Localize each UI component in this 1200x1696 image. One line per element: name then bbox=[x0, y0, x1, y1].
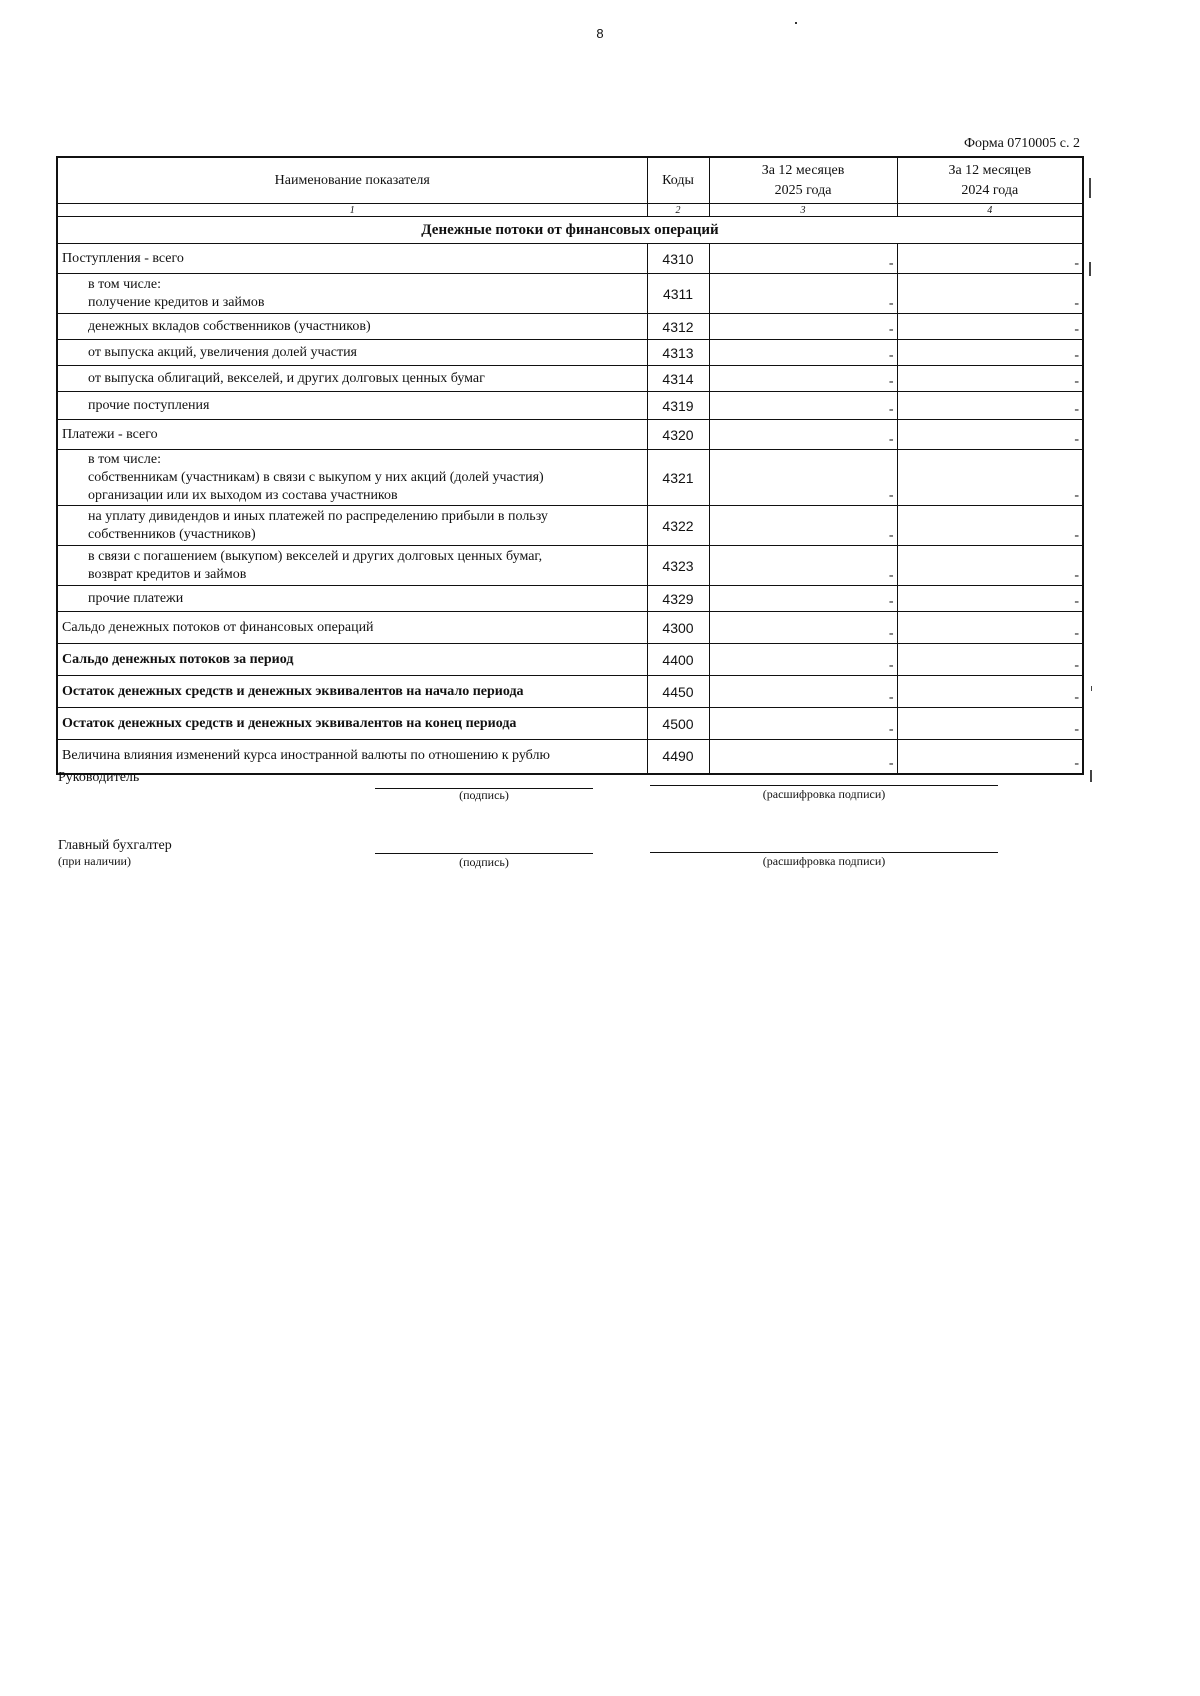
value-cell-prior[interactable] bbox=[897, 740, 1083, 774]
value-current: - bbox=[888, 658, 894, 673]
value-cell-prior[interactable] bbox=[897, 676, 1083, 708]
column-number: 1 bbox=[57, 204, 647, 217]
row-name bbox=[57, 506, 647, 546]
header-period-prior-line1: За 12 месяцев bbox=[948, 162, 1032, 178]
value-cell-prior[interactable] bbox=[897, 586, 1083, 612]
column-number-row bbox=[57, 204, 1083, 217]
chief-accountant-title bbox=[58, 838, 172, 869]
value-prior: - bbox=[1074, 594, 1079, 609]
form-code: Форма 0710005 с. 2 bbox=[963, 136, 1080, 151]
row-name-line: от выпуска акций, увеличения долей участия bbox=[88, 344, 358, 360]
section-title: Денежные потоки от финансовых операций bbox=[57, 217, 1083, 244]
row-code: 4323 bbox=[647, 546, 709, 586]
chief-signature-caption: (подпись) bbox=[459, 855, 509, 869]
table-row bbox=[57, 244, 1083, 274]
row-name bbox=[57, 340, 647, 366]
chief-decoding-caption: (расшифровка подписи) bbox=[762, 854, 886, 868]
value-cell-prior[interactable] bbox=[897, 366, 1083, 392]
value-prior: - bbox=[1074, 402, 1079, 417]
row-code: 4321 bbox=[647, 450, 709, 506]
value-cell-prior[interactable] bbox=[897, 612, 1083, 644]
row-code: 4320 bbox=[647, 420, 709, 450]
value-prior: - bbox=[1074, 374, 1079, 389]
value-prior: - bbox=[1074, 256, 1079, 271]
table-body bbox=[57, 244, 1083, 774]
row-name bbox=[57, 546, 647, 586]
value-cell-current[interactable] bbox=[709, 644, 897, 676]
table-row bbox=[57, 366, 1083, 392]
row-code: 4319 bbox=[647, 392, 709, 420]
cash-flow-table bbox=[56, 156, 1084, 775]
value-cell-current[interactable] bbox=[709, 708, 897, 740]
row-name-line: Остаток денежных средств и денежных эквивалентов на начало периода bbox=[62, 683, 524, 699]
scan-edge-mark bbox=[1089, 178, 1091, 198]
row-name bbox=[57, 420, 647, 450]
row-code: 4450 bbox=[647, 676, 709, 708]
row-name-line: на уплату дивидендов и иных платежей по распределению прибыли в пользу bbox=[88, 508, 548, 524]
value-prior: - bbox=[1074, 348, 1079, 363]
row-name-line: возврат кредитов и займов bbox=[88, 566, 247, 582]
table-row bbox=[57, 392, 1083, 420]
row-name-line: Поступления - всего bbox=[62, 250, 184, 266]
value-cell-current[interactable] bbox=[709, 612, 897, 644]
value-cell-current[interactable] bbox=[709, 244, 897, 274]
row-name-line: в связи с погашением (выкупом) векселей и других долговых ценных бумаг, bbox=[88, 548, 543, 564]
value-current: - bbox=[888, 528, 894, 543]
head-signature-caption: (подпись) bbox=[459, 788, 509, 802]
table-row bbox=[57, 612, 1083, 644]
value-cell-prior[interactable] bbox=[897, 314, 1083, 340]
row-name bbox=[57, 708, 647, 740]
chief-decoding-line[interactable] bbox=[650, 852, 998, 853]
row-name bbox=[57, 366, 647, 392]
value-cell-prior[interactable] bbox=[897, 450, 1083, 506]
row-name-line: организации или их выходом из состава участников bbox=[88, 487, 398, 503]
header-code: Коды bbox=[647, 157, 709, 204]
value-cell-current[interactable] bbox=[709, 340, 897, 366]
row-name-line: получение кредитов и займов bbox=[88, 294, 265, 310]
row-name-line: Сальдо денежных потоков от финансовых операций bbox=[62, 619, 374, 635]
value-cell-current[interactable] bbox=[709, 586, 897, 612]
value-prior: - bbox=[1074, 722, 1079, 737]
table-row bbox=[57, 676, 1083, 708]
value-current: - bbox=[888, 722, 894, 737]
row-name bbox=[57, 450, 647, 506]
row-name bbox=[57, 644, 647, 676]
value-current: - bbox=[888, 296, 894, 311]
value-current: - bbox=[888, 348, 894, 363]
row-name-line: Величина влияния изменений курса иностранной валюты по отношению к рублю bbox=[62, 748, 550, 764]
row-name-line: от выпуска облигаций, векселей, и других долговых ценных бумаг bbox=[88, 370, 485, 386]
header-period-current-line2: 2025 года bbox=[774, 182, 832, 198]
chief-accountant-note: (при наличии) bbox=[58, 854, 131, 868]
header-name: Наименование показателя bbox=[57, 157, 647, 204]
value-cell-prior[interactable] bbox=[897, 708, 1083, 740]
value-cell-current[interactable] bbox=[709, 366, 897, 392]
row-code: 4300 bbox=[647, 612, 709, 644]
column-number: 2 bbox=[647, 204, 709, 217]
value-cell-prior[interactable] bbox=[897, 244, 1083, 274]
row-name bbox=[57, 392, 647, 420]
row-code: 4313 bbox=[647, 340, 709, 366]
value-cell-prior[interactable] bbox=[897, 644, 1083, 676]
table-row bbox=[57, 314, 1083, 340]
column-number: 3 bbox=[709, 204, 897, 217]
value-cell-prior[interactable] bbox=[897, 392, 1083, 420]
value-current: - bbox=[888, 322, 894, 337]
row-code: 4314 bbox=[647, 366, 709, 392]
table-row bbox=[57, 740, 1083, 774]
value-current: - bbox=[888, 755, 894, 771]
value-prior: - bbox=[1074, 658, 1079, 673]
row-name bbox=[57, 740, 647, 774]
value-cell-current[interactable] bbox=[709, 506, 897, 546]
value-current: - bbox=[888, 568, 894, 583]
row-name-line: Остаток денежных средств и денежных эквивалентов на конец периода bbox=[62, 715, 517, 731]
row-name-line: в том числе: bbox=[88, 276, 161, 292]
value-cell-current[interactable] bbox=[709, 676, 897, 708]
row-name-line: собственников (участников) bbox=[88, 526, 256, 542]
value-cell-prior[interactable] bbox=[897, 506, 1083, 546]
row-code: 4310 bbox=[647, 244, 709, 274]
header-period-current-line1: За 12 месяцев bbox=[761, 162, 845, 178]
row-name-line: собственникам (участникам) в связи с выкупом у них акций (долей участия) bbox=[88, 469, 544, 485]
value-current: - bbox=[888, 256, 894, 271]
row-name-line: Сальдо денежных потоков за период bbox=[62, 651, 294, 667]
row-code: 4322 bbox=[647, 506, 709, 546]
row-code: 4400 bbox=[647, 644, 709, 676]
value-current: - bbox=[888, 594, 894, 609]
head-decoding-line[interactable] bbox=[650, 785, 998, 786]
header-period-prior-line2: 2024 года bbox=[961, 182, 1019, 198]
chief-accountant-label: Главный бухгалтер bbox=[58, 838, 172, 853]
row-name-line: Платежи - всего bbox=[62, 426, 158, 442]
value-prior: - bbox=[1074, 755, 1079, 771]
table-row bbox=[57, 546, 1083, 586]
value-prior: - bbox=[1074, 528, 1079, 543]
header-period-prior bbox=[897, 157, 1083, 204]
value-cell-prior[interactable] bbox=[897, 546, 1083, 586]
table-row bbox=[57, 420, 1083, 450]
value-cell-prior[interactable] bbox=[897, 274, 1083, 314]
head-decoding-caption: (расшифровка подписи) bbox=[762, 787, 886, 801]
row-code: 4490 bbox=[647, 740, 709, 774]
table-row bbox=[57, 340, 1083, 366]
value-prior: - bbox=[1074, 296, 1079, 311]
table-row bbox=[57, 644, 1083, 676]
value-prior: - bbox=[1074, 626, 1079, 641]
head-title: Руководитель bbox=[58, 770, 140, 785]
value-current: - bbox=[888, 626, 894, 641]
value-cell-current[interactable] bbox=[709, 740, 897, 774]
row-name bbox=[57, 244, 647, 274]
value-prior: - bbox=[1074, 322, 1079, 337]
value-current: - bbox=[888, 690, 894, 705]
row-name-line: денежных вкладов собственников (участников) bbox=[88, 318, 371, 334]
value-prior: - bbox=[1074, 488, 1079, 503]
value-current: - bbox=[888, 402, 894, 417]
value-prior: - bbox=[1074, 432, 1079, 447]
value-cell-current[interactable] bbox=[709, 420, 897, 450]
row-code: 4311 bbox=[647, 274, 709, 314]
section-row bbox=[57, 217, 1083, 244]
row-code: 4312 bbox=[647, 314, 709, 340]
value-prior: - bbox=[1074, 690, 1079, 705]
row-name-line: в том числе: bbox=[88, 451, 161, 467]
row-name bbox=[57, 676, 647, 708]
value-cell-prior[interactable] bbox=[897, 340, 1083, 366]
value-cell-current[interactable] bbox=[709, 450, 897, 506]
value-cell-current[interactable] bbox=[709, 546, 897, 586]
value-cell-current[interactable] bbox=[709, 274, 897, 314]
header-period-current bbox=[709, 157, 897, 204]
row-code: 4500 bbox=[647, 708, 709, 740]
page-number: 8 bbox=[596, 26, 604, 41]
scan-edge-mark bbox=[1091, 686, 1092, 691]
column-number: 4 bbox=[897, 204, 1083, 217]
chief-signature-line[interactable] bbox=[375, 853, 593, 854]
value-current: - bbox=[888, 488, 894, 503]
table-row bbox=[57, 708, 1083, 740]
row-name bbox=[57, 612, 647, 644]
table-row bbox=[57, 586, 1083, 612]
row-name-line: прочие платежи bbox=[88, 590, 184, 606]
value-current: - bbox=[888, 432, 894, 447]
row-name bbox=[57, 274, 647, 314]
header-row bbox=[57, 157, 1083, 204]
scan-speck bbox=[795, 22, 797, 24]
value-current: - bbox=[888, 374, 894, 389]
table-row bbox=[57, 450, 1083, 506]
table-row bbox=[57, 274, 1083, 314]
value-cell-current[interactable] bbox=[709, 314, 897, 340]
scan-edge-mark bbox=[1090, 770, 1092, 782]
scan-edge-mark bbox=[1089, 262, 1091, 276]
value-cell-current[interactable] bbox=[709, 392, 897, 420]
row-name-line: прочие поступления bbox=[88, 397, 210, 413]
row-name bbox=[57, 586, 647, 612]
value-cell-prior[interactable] bbox=[897, 420, 1083, 450]
row-code: 4329 bbox=[647, 586, 709, 612]
value-prior: - bbox=[1074, 568, 1079, 583]
table-row bbox=[57, 506, 1083, 546]
row-name bbox=[57, 314, 647, 340]
